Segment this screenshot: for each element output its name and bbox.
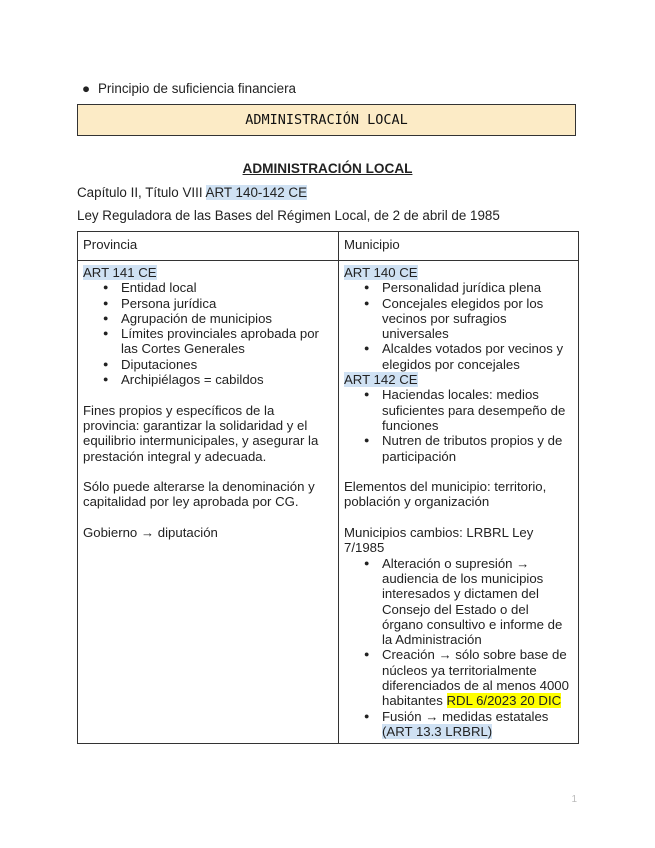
- page-heading: ADMINISTRACIÓN LOCAL: [242, 161, 413, 176]
- provincia-list: [83, 280, 333, 387]
- section-banner: ADMINISTRACIÓN LOCAL: [77, 104, 576, 136]
- chapter-highlight: ART 140-142 CE: [205, 185, 308, 200]
- list-item: ● Haciendas locales: medios suficientes para desempeño de funciones: [382, 387, 573, 433]
- provincia-tag: ART 141 CE: [83, 265, 157, 280]
- table-row: [78, 261, 579, 744]
- page-number: 1: [571, 794, 577, 805]
- municipio-list-140: [344, 280, 573, 372]
- list-item: ● Archipiélagos = cabildos: [121, 372, 333, 387]
- top-bullet-item: [82, 80, 296, 98]
- fusion-text: Fusión → medidas estatales: [382, 708, 549, 724]
- municipio-list-cambios: [344, 556, 573, 740]
- provincia-cell: [78, 261, 339, 744]
- provincia-fines: Fines propios y específicos de la provincia: garantizar la solidaridad y el equilibrio intermunicipales, y asegurar la prestación integral y adecuada.: [83, 402, 319, 464]
- table-header-row: [78, 232, 579, 261]
- list-item: [382, 709, 573, 740]
- header-provincia: Provincia: [78, 232, 339, 261]
- municipio-tag-140: ART 140 CE: [344, 265, 418, 280]
- creacion-highlight: RDL 6/2023 20 DIC: [446, 693, 562, 709]
- list-item: [382, 647, 573, 708]
- list-item: ● Concejales elegidos por los vecinos por sufragios universales: [382, 296, 573, 342]
- list-item: ● Alcaldes votados por vecinos y elegidos por concejales: [382, 341, 573, 372]
- municipio-list-142: [344, 387, 573, 463]
- provincia-alteracion: Sólo puede alterarse la denominación y capitalidad por ley aprobada por CG.: [83, 479, 315, 510]
- bullet-icon: ●: [82, 81, 91, 96]
- list-item: ● Límites provinciales aprobada por las Cortes Generales: [121, 326, 333, 357]
- creacion-text: Creación → sólo sobre base de núcleos ya territorialmente diferenciados de al menos 4000 habitantes: [382, 647, 569, 709]
- list-item: ● Alteración o supresión → audiencia de los municipios interesados y dictamen del Consejo del Estado o del órgano consultivo e informe de la Administración: [382, 556, 573, 648]
- municipio-tag-142: ART 142 CE: [344, 372, 418, 388]
- municipio-cambios: Municipios cambios: LRBRL Ley 7/1985: [344, 525, 534, 556]
- list-item: ● Agrupación de municipios: [121, 311, 333, 326]
- chapter-text: Capítulo II, Título VIII: [77, 185, 203, 200]
- provincia-gobierno: Gobierno → diputación: [83, 525, 218, 541]
- list-item: ● Personalidad jurídica plena: [382, 280, 573, 295]
- list-item: ● Diputaciones: [121, 357, 333, 372]
- chapter-line: [77, 184, 307, 202]
- comparison-table: [77, 231, 579, 744]
- law-line: Ley Reguladora de las Bases del Régimen Local, de 2 de abril de 1985: [77, 208, 500, 223]
- list-item: ● Nutren de tributos propios y de participación: [382, 433, 573, 464]
- fusion-highlight: (ART 13.3 LRBRL): [382, 723, 493, 739]
- list-item: ● Entidad local: [121, 280, 333, 295]
- municipio-elementos: Elementos del municipio: territorio, población y organización: [344, 479, 547, 510]
- top-bullet-text: Principio de suficiencia financiera: [98, 81, 296, 96]
- list-item: ● Persona jurídica: [121, 296, 333, 311]
- municipio-cell: [339, 261, 579, 744]
- header-municipio: Municipio: [339, 232, 579, 261]
